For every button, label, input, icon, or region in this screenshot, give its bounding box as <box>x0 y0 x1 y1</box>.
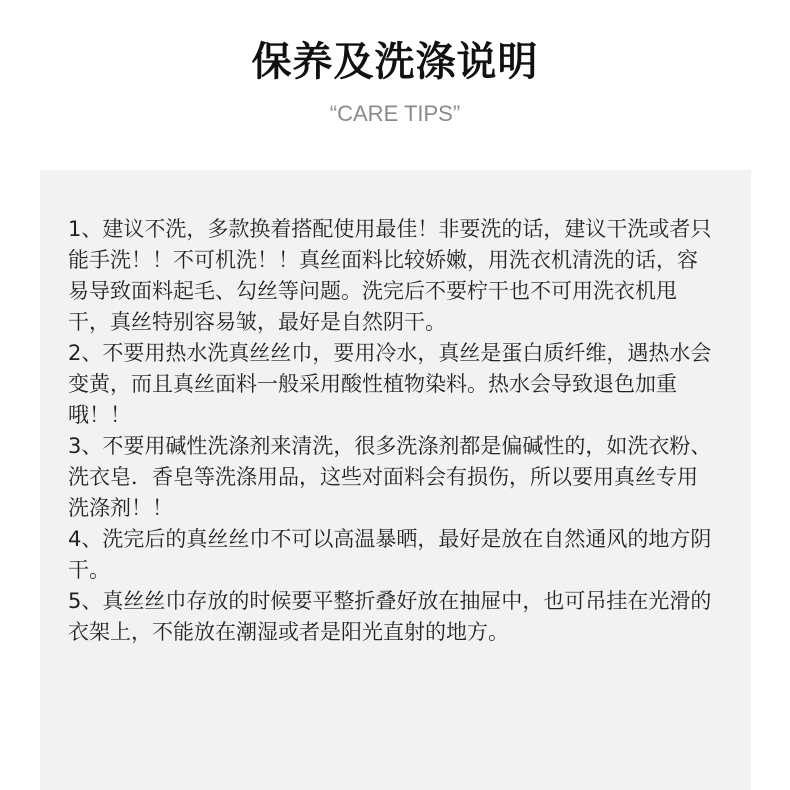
care-tips-panel <box>40 170 751 790</box>
care-tip-5: 5、真丝丝巾存放的时候要平整折叠好放在抽屉中，也可吊挂在光滑的衣架上，不能放在潮湿或者是阳光直射的地方。 <box>68 589 712 644</box>
care-tip-2: 2、不要用热水洗真丝丝巾，要用冷水，真丝是蛋白质纤维，遇热水会变黄，而且真丝面料一般采用酸性植物染料。热水会导致退色加重哦！！ <box>68 341 712 427</box>
page-title: 保养及洗涤说明 <box>251 39 539 85</box>
care-tips-list <box>68 214 718 648</box>
page-subtitle: “CARE TIPS” <box>329 101 461 126</box>
care-tip-1: 1、建议不洗，多款换着搭配使用最佳！非要洗的话，建议干洗或者只能手洗！！不可机洗！！真丝面料比较娇嫩，用洗衣机清洗的话，容易导致面料起毛、勾丝等问题。洗完后不要柠干也不可用洗衣机甩干，真丝特别容易皱，最好是自然阴干。 <box>68 217 712 334</box>
care-tip-4: 4、洗完后的真丝丝巾不可以高温暴晒，最好是放在自然通风的地方阴干。 <box>68 527 712 582</box>
care-tip-3: 3、不要用碱性洗涤剂来清洗，很多洗涤剂都是偏碱性的，如洗衣粉、洗衣皂．香皂等洗涤用品，这些对面料会有损伤，所以要用真丝专用洗涤剂！！ <box>68 434 712 520</box>
